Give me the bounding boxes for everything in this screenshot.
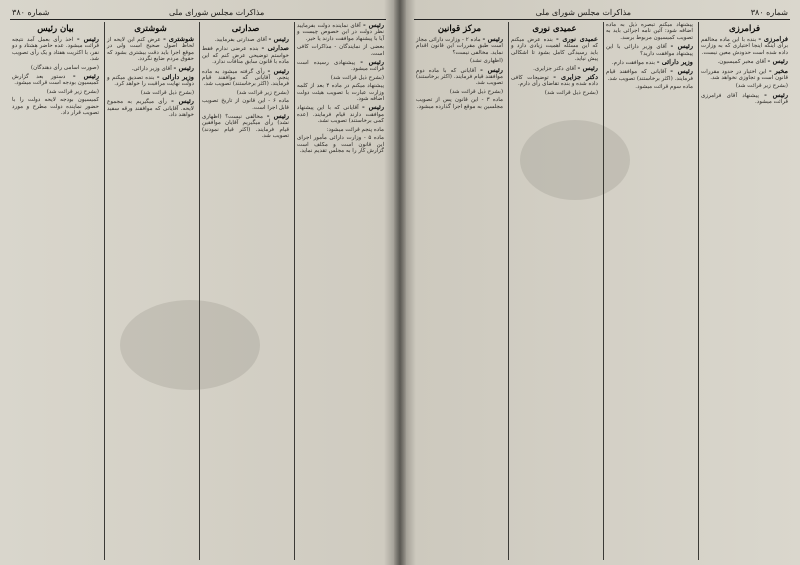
paragraph: [12, 36, 99, 63]
speaker-name: رئیس -: [482, 35, 504, 43]
paragraph-text: ماده ۶ - این قانون از تاریخ تصویب قابل اجرا است.: [202, 98, 290, 111]
paragraph-text: (صورت اسامی رأی دهندگان): [30, 64, 99, 71]
paragraph: [202, 113, 289, 140]
paragraph-text: آقایانی که با این پیشنهاد موافقت دارند قیام فرمایند. (عده کمی برخاستند) تصویب نشد.: [297, 105, 384, 125]
paragraph-text: (بشرح ذیل قرائت شد): [544, 89, 598, 96]
paragraph-text: (بشرح ذیل قرائت شد): [449, 88, 503, 95]
paragraph: [701, 68, 788, 82]
speaker-name: رئیس -: [360, 58, 385, 67]
paragraph: [511, 74, 598, 88]
speaker-name: رئیس -: [171, 97, 194, 106]
paragraph-text: بنده عرض میکنم که این مسئله اهمیت زیادی دارد و باید رسیدگی کامل بشود تا اشکالی پیش نیاید.: [511, 37, 598, 63]
paragraph-text: ماده پنجم قرائت میشود:: [326, 126, 384, 133]
paragraph-text: دستور بعد گزارش کمیسیون بودجه است قرائت میشود.: [12, 74, 99, 87]
paragraph: [297, 75, 384, 81]
paragraph-text: کمیسیون بودجه لایحه دولت را با حضور نماینده دولت مطرح و مورد تصویب قرار داد.: [12, 97, 99, 117]
speaker-name: رئیس -: [72, 72, 100, 81]
left-header-center: مذاکرات مجلس شورای ملی: [168, 7, 265, 17]
paragraph: [606, 59, 693, 66]
paragraph: [511, 90, 598, 96]
paragraph-text: (اظهاری نشد): [470, 58, 503, 65]
paragraph-text: بعضی از نمایندگان - مذاکرات کافی است.: [297, 44, 384, 57]
speaker-name: رئیس -: [266, 112, 290, 121]
speaker-name: رئیس -: [362, 103, 385, 112]
paragraph: [107, 98, 194, 118]
text-column: [414, 22, 505, 560]
paragraph-text: رأی میگیریم به مجموع لایحه. آقایانی که موافقند ورقه سفید خواهند داد.: [107, 99, 194, 119]
speaker-name: عمیدی نوری -: [555, 35, 598, 43]
speaker-name: رئیس -: [767, 57, 788, 66]
speaker-name: وزیر دارائی -: [156, 73, 194, 82]
paragraph: [107, 36, 194, 63]
speaker-name: رئیس -: [173, 63, 194, 72]
paragraph-text: اخذ رأی بعمل آمد نتیجه قرائت میشود. عده حاضر هشتاد و دو نفر، با اکثریت هفتاد و یک رأی تصویب شد.: [12, 37, 99, 63]
paragraph: [701, 92, 788, 106]
speaker-name: رئیس -: [76, 35, 99, 43]
section-heading: شوشتری: [134, 24, 167, 34]
paragraph-text: ماده ۳ - این قانون پس از تصویب مجلسین به موقع اجرا گذارده میشود.: [416, 97, 503, 110]
paragraph: [12, 97, 99, 116]
paragraph-text: (بشرح ذیل قرائت شد): [140, 89, 194, 96]
paragraph: [297, 135, 384, 154]
paragraph: [297, 83, 384, 102]
section-heading: فرامرزی: [728, 24, 761, 34]
paragraph-text: بنده موافقت دارم.: [611, 60, 655, 67]
section-heading: بیان رئیس: [37, 24, 74, 34]
paragraph-text: پیشنهادی رسیده است قرائت میشود.: [297, 60, 384, 73]
paragraph-text: آقای وزیر دارائی.: [131, 65, 172, 72]
section-heading: مرکز قوانین: [437, 24, 482, 34]
speaker-name: رئیس -: [480, 65, 503, 74]
speaker-name: شوشتری -: [163, 35, 194, 43]
speaker-name: وزیر دارائی -: [656, 58, 693, 67]
paragraph: [202, 90, 289, 96]
paragraph-text: بنده تصدیق میکنم و دولت نهایت مراقبت را خواهد کرد.: [107, 75, 194, 88]
paragraph: [107, 74, 194, 88]
text-column: [603, 22, 695, 560]
paragraph: [107, 90, 194, 96]
speaker-name: صدارتی -: [261, 44, 289, 53]
paragraph: [202, 45, 289, 65]
paragraph-text: رأی گرفته میشود به ماده پنجم. آقایانی که موافقند قیام فرمایند. (اکثر برخاستند) تصویب شد.: [202, 68, 289, 88]
paragraph-text: آقای صدارتی بفرمایید.: [214, 37, 267, 43]
paragraph: [202, 36, 289, 43]
paragraph: [202, 68, 289, 88]
right-page-header: [414, 6, 790, 20]
paragraph-text: (بشرح زیر قرائت شد): [735, 83, 788, 90]
paragraph: [416, 67, 503, 87]
right-page-columns: [414, 22, 790, 560]
paragraph: [12, 65, 99, 71]
paragraph-text: ماده ۵ - وزارت دارائی مأمور اجرای این قانون است و مکلف است گزارش کار را به مجلس تقدیم نماید.: [297, 135, 384, 154]
paragraph: [701, 36, 788, 56]
text-column: [508, 22, 600, 560]
paragraph: [202, 98, 289, 111]
paragraph-text: آقایانی که با ماده دوم موافقند قیام فرمایند. (اکثر برخاستند) تصویب شد.: [416, 67, 503, 87]
paragraph: [606, 84, 693, 90]
speaker-name: فرامرزی -: [758, 35, 789, 43]
paragraph-text: پیشنهاد آقای فرامرزی قرائت میشود.: [701, 92, 788, 106]
paragraph: [297, 22, 384, 42]
paragraph-text: این اختیار در حدود مقررات قانون است و تجاوزی نخواهد شد.: [701, 68, 788, 82]
speaker-name: رئیس -: [268, 35, 289, 43]
paragraph-text: آقایانی که موافقند قیام فرمایند. (اکثر برخاستند) تصویب شد.: [606, 69, 693, 82]
paragraph: [416, 58, 503, 64]
section-heading: صدارتی: [231, 24, 260, 34]
text-column: [294, 22, 386, 560]
paragraph-text: مخالفی نیست؟ (اظهاری نشد) رأی میگیریم آقایان موافقین قیام فرمایند. (اکثر قیام نمودند) تصویب شد.: [202, 114, 289, 140]
paragraph-text: بنده با این ماده مخالفم برای اینکه اینجا اختیاری که به وزارت داده شده است حدودش معین نیست.: [701, 37, 788, 56]
paragraph: [606, 68, 693, 82]
speaker-name: رئیس -: [363, 22, 385, 29]
paragraph-text: آقای مخبر کمیسیون.: [717, 59, 766, 66]
paragraph: [511, 36, 598, 63]
paragraph-text: پیشنهاد میکنم تبصره ذیل به ماده اضافه شود: آئین نامه اجرائی باید به تصویب کمیسیون مربوط برسد.: [606, 22, 693, 41]
text-column: [10, 22, 101, 560]
speaker-name: مخبر -: [768, 66, 789, 75]
speaker-name: رئیس -: [670, 42, 694, 51]
paragraph-text: آقای دکتر جزایری.: [533, 65, 576, 72]
speaker-name: رئیس -: [267, 66, 290, 75]
paragraph: [297, 59, 384, 73]
paragraph-text: ماده سوم قرائت میشود.: [635, 84, 693, 91]
right-page: [408, 4, 796, 561]
paragraph-text: توضیحات کافی داده شده و بنده تقاضای رأی دارم.: [511, 75, 598, 88]
paragraph-text: (بشرح زیر قرائت شد): [46, 88, 99, 95]
paragraph-text: آقای نماینده دولت بفرمایید نظر دولت در این خصوص چیست و آیا با پیشنهاد موافقت دارند یا خیر.: [297, 23, 384, 42]
section-heading: عمیدی نوری: [532, 24, 577, 34]
speaker-name: رئیس -: [764, 90, 789, 99]
speaker-name: رئیس -: [577, 63, 598, 72]
left-page-header: [10, 6, 386, 20]
text-column: [698, 22, 790, 560]
left-header-left: شماره ۳۸۰: [12, 7, 50, 17]
paragraph: [416, 89, 503, 95]
paragraph: [606, 22, 693, 41]
paragraph: [701, 83, 788, 89]
speaker-name: دکتر جزایری -: [553, 73, 599, 82]
paragraph-text: بنده عرضی ندارم فقط خواستم توضیحی عرض کنم که این ماده با قانون سابق منافات ندارد.: [202, 46, 289, 66]
paragraph: [12, 73, 99, 87]
paragraph: [297, 104, 384, 124]
paragraph: [297, 127, 384, 133]
paragraph: [416, 36, 503, 56]
speaker-name: رئیس -: [670, 67, 693, 76]
paragraph-text: ماده ۲ - وزارت دارائی مجاز است طبق مقررات این قانون اقدام نماید. مخالفی نیست؟: [416, 37, 503, 56]
paragraph: [297, 44, 384, 57]
paragraph-text: پیشنهاد میکنم در ماده ۴ بعد از کلمه وزارت عبارت با تصویب هیئت دولت اضافه شود.: [297, 83, 385, 103]
paragraph-text: آقای وزیر دارائی با این پیشنهاد موافقت دارید؟: [606, 44, 693, 57]
paragraph: [107, 65, 194, 72]
text-column: [104, 22, 196, 560]
left-page-columns: [10, 22, 386, 560]
paragraph: [606, 43, 693, 57]
paragraph: [701, 58, 788, 65]
left-page: [4, 4, 392, 561]
paragraph-text: (بشرح ذیل قرائت شد): [330, 74, 384, 81]
paragraph: [511, 65, 598, 72]
text-column: [199, 22, 291, 560]
paragraph-text: عرض کنم این لایحه از لحاظ اصول صحیح است ولی در موقع اجرا باید دقت بیشتری بشود که حقوق مردم ضایع نگردد.: [107, 37, 194, 63]
paragraph-text: (بشرح زیر قرائت شد): [236, 89, 289, 96]
page-gutter: [394, 0, 406, 565]
paragraph: [12, 89, 99, 95]
paragraph: [416, 97, 503, 110]
right-header-center: مذاکرات مجلس شورای ملی: [535, 7, 632, 17]
right-header-right: شماره ۳۸۰: [750, 7, 788, 17]
